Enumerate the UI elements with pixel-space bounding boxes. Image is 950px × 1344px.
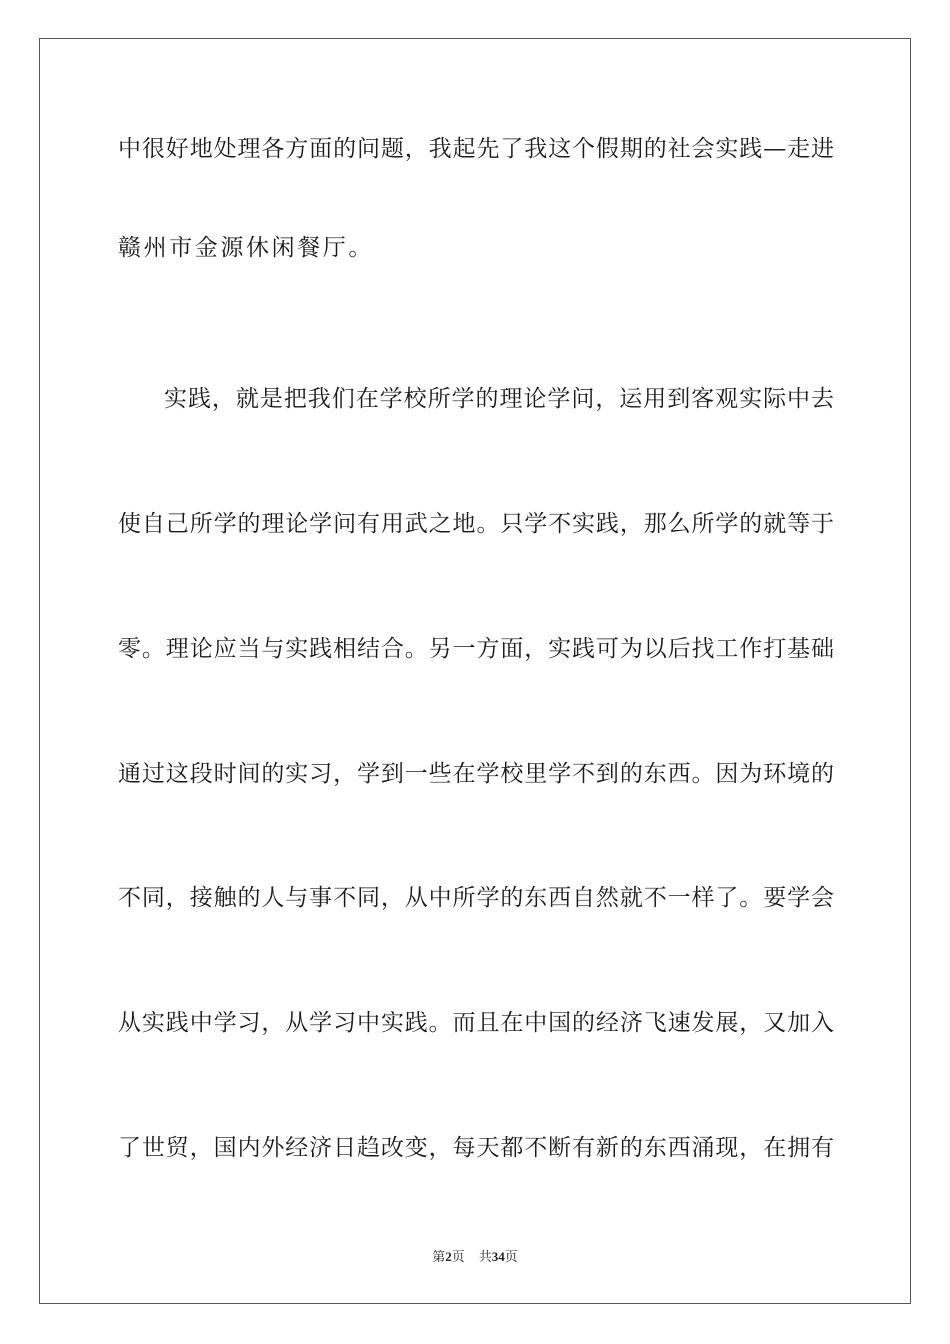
page-suffix: 页 <box>451 1249 465 1264</box>
page-footer <box>0 1249 950 1265</box>
total-pages: 34 <box>491 1249 505 1264</box>
body-text-line: 不同，接触的人与事不同，从中所学的东西自然就不一样了。要学会 <box>118 885 834 911</box>
body-text-line: 中很好地处理各方面的问题，我起先了我这个假期的社会实践—走进 <box>118 136 834 162</box>
page-number: 2 <box>445 1249 452 1264</box>
total-prefix: 共 <box>478 1249 492 1264</box>
page-border <box>39 38 911 1304</box>
total-suffix: 页 <box>504 1249 518 1264</box>
body-text-line: 了世贸，国内外经济日趋改变，每天都不断有新的东西涌现，在拥有 <box>118 1135 834 1161</box>
body-text-line: 从实践中学习，从学习中实践。而且在中国的经济飞速发展，又加入 <box>118 1010 834 1036</box>
body-text-line: 零。理论应当与实践相结合。另一方面，实践可为以后找工作打基础 <box>118 636 834 662</box>
paragraph-first-line: 实践，就是把我们在学校所学的理论学问，运用到客观实际中去 <box>164 386 834 412</box>
page-prefix: 第 <box>432 1249 446 1264</box>
body-text-line: 使自己所学的理论学问有用武之地。只学不实践，那么所学的就等于 <box>118 511 834 537</box>
body-text-line: 赣州市金源休闲餐厅。 <box>118 235 374 261</box>
body-text-line: 通过这段时间的实习，学到一些在学校里学不到的东西。因为环境的 <box>118 761 834 787</box>
